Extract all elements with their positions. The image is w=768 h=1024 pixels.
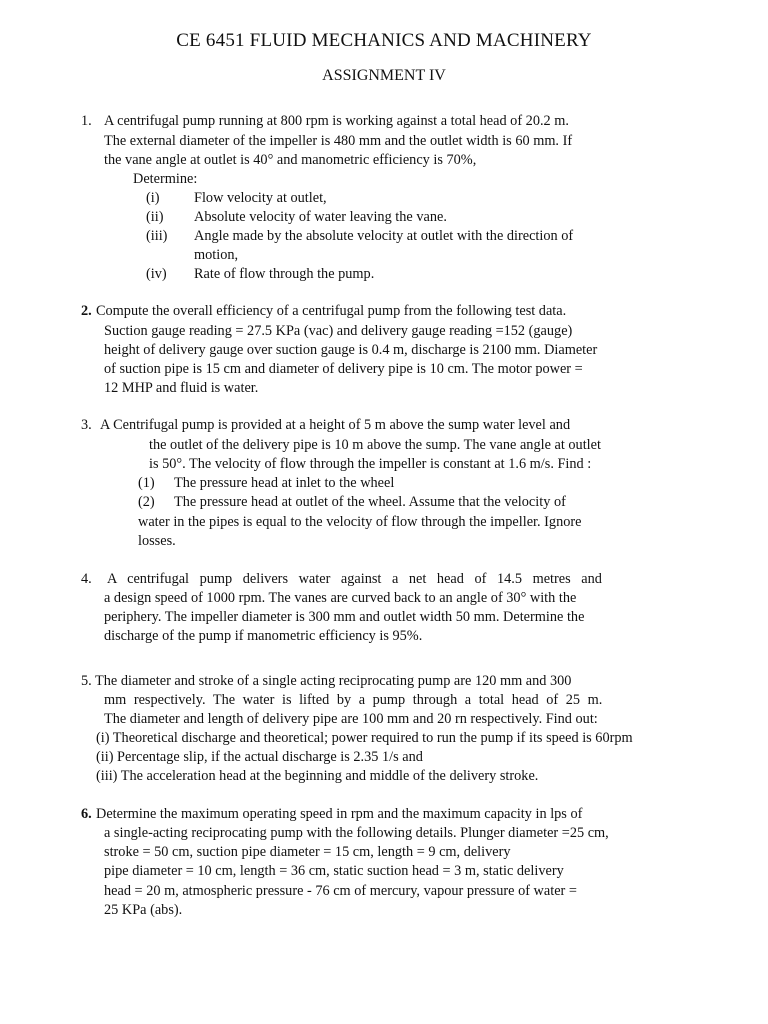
q6-number: 6. (81, 806, 92, 822)
q5-line-2: mm respectively. The water is lifted by a pump through a total head of 25 m. (104, 692, 603, 708)
q6-line-5: head = 20 m, atmospheric pressure - 76 cm of mercury, vapour pressure of water = (104, 883, 577, 899)
q6-line-6: 25 KPa (abs). (104, 902, 183, 918)
assignment-title: ASSIGNMENT IV (322, 67, 446, 84)
q1-item-text: motion, (194, 247, 239, 263)
q6-line-3: stroke = 50 cm, suction pipe diameter = 15 cm, length = 9 cm, delivery (104, 844, 511, 860)
q1-item-number: (i) (146, 190, 160, 206)
q5-item-2: (ii) Percentage slip, if the actual discharge is 2.35 1/s and (96, 749, 423, 765)
q2-line-4: of suction pipe is 15 cm and diameter of delivery pipe is 10 cm. The motor power = (104, 361, 583, 377)
q3-line-6: water in the pipes is equal to the velocity of flow through the impeller. Ignore (138, 514, 582, 530)
q4-line-3: periphery. The impeller diameter is 300 mm and outlet width 50 mm. Determine the (104, 609, 585, 625)
q1-determine: Determine: (133, 171, 198, 187)
q2-line-2: Suction gauge reading = 27.5 KPa (vac) and delivery gauge reading =152 (gauge) (104, 323, 573, 339)
q6-line-2: a single-acting reciprocating pump with the following details. Plunger diameter =25 cm, (104, 825, 609, 841)
q2-line-3: height of delivery gauge over suction gauge is 0.4 m, discharge is 2100 mm. Diameter (104, 342, 598, 358)
q1-item-number: (iv) (146, 266, 167, 282)
q1-item-text: Rate of flow through the pump. (194, 266, 375, 282)
q4-line-4: discharge of the pump if manometric efficiency is 95%. (104, 628, 423, 644)
q1-item-number: (iii) (146, 228, 168, 244)
q5-item-3: (iii) The acceleration head at the beginning and middle of the delivery stroke. (96, 768, 539, 784)
q4-line-2: a design speed of 1000 rpm. The vanes are curved back to an angle of 30° with the (104, 590, 577, 606)
q2-line-5: 12 MHP and fluid is water. (104, 380, 259, 396)
q4-line-1: A centrifugal pump delivers water against a net head of 14.5 metres and (107, 571, 602, 587)
q3-line-7: losses. (138, 533, 176, 549)
q2-line-1: Compute the overall efficiency of a centrifugal pump from the following test data. (96, 303, 567, 319)
q3-item-text: The pressure head at outlet of the wheel. Assume that the velocity of (174, 494, 566, 510)
q2-number: 2. (81, 303, 92, 319)
document-title: CE 6451 FLUID MECHANICS AND MACHINERY (176, 30, 592, 51)
q1-item-number: (ii) (146, 209, 164, 225)
q5-line-3: The diameter and length of delivery pipe are 100 mm and 20 rn respectively. Find out: (104, 711, 598, 727)
q3-item-number: (1) (138, 475, 155, 491)
q6-line-1: Determine the maximum operating speed in rpm and the maximum capacity in lps of (96, 806, 583, 822)
q3-line-2: the outlet of the delivery pipe is 10 m above the sump. The vane angle at outlet (149, 437, 601, 453)
q3-item-text: The pressure head at inlet to the wheel (174, 475, 395, 491)
q1-number: 1. (81, 113, 92, 129)
q3-item-number: (2) (138, 494, 155, 510)
q1-item-text: Flow velocity at outlet, (194, 190, 327, 206)
q4-number: 4. (81, 571, 92, 587)
q6-line-4: pipe diameter = 10 cm, length = 36 cm, static suction head = 3 m, static delivery (104, 863, 564, 879)
q1-line-3: the vane angle at outlet is 40° and manometric efficiency is 70%, (104, 152, 477, 168)
q1-line-1: A centrifugal pump running at 800 rpm is working against a total head of 20.2 m. (104, 113, 569, 129)
q3-number: 3. (81, 417, 92, 433)
q5-item-1: (i) Theoretical discharge and theoretical; power required to run the pump if its speed is 60rpm (96, 730, 633, 746)
q5-line-1: 5. The diameter and stroke of a single acting reciprocating pump are 120 mm and 300 (81, 673, 572, 689)
q1-item-text: Absolute velocity of water leaving the vane. (194, 209, 447, 225)
q3-line-1: A Centrifugal pump is provided at a height of 5 m above the sump water level and (100, 417, 571, 433)
q1-line-2: The external diameter of the impeller is 480 mm and the outlet width is 60 mm. If (104, 133, 573, 149)
q3-line-3: is 50°. The velocity of flow through the impeller is constant at 1.6 m/s. Find : (149, 456, 592, 472)
q1-item-text: Angle made by the absolute velocity at outlet with the direction of (194, 228, 574, 244)
